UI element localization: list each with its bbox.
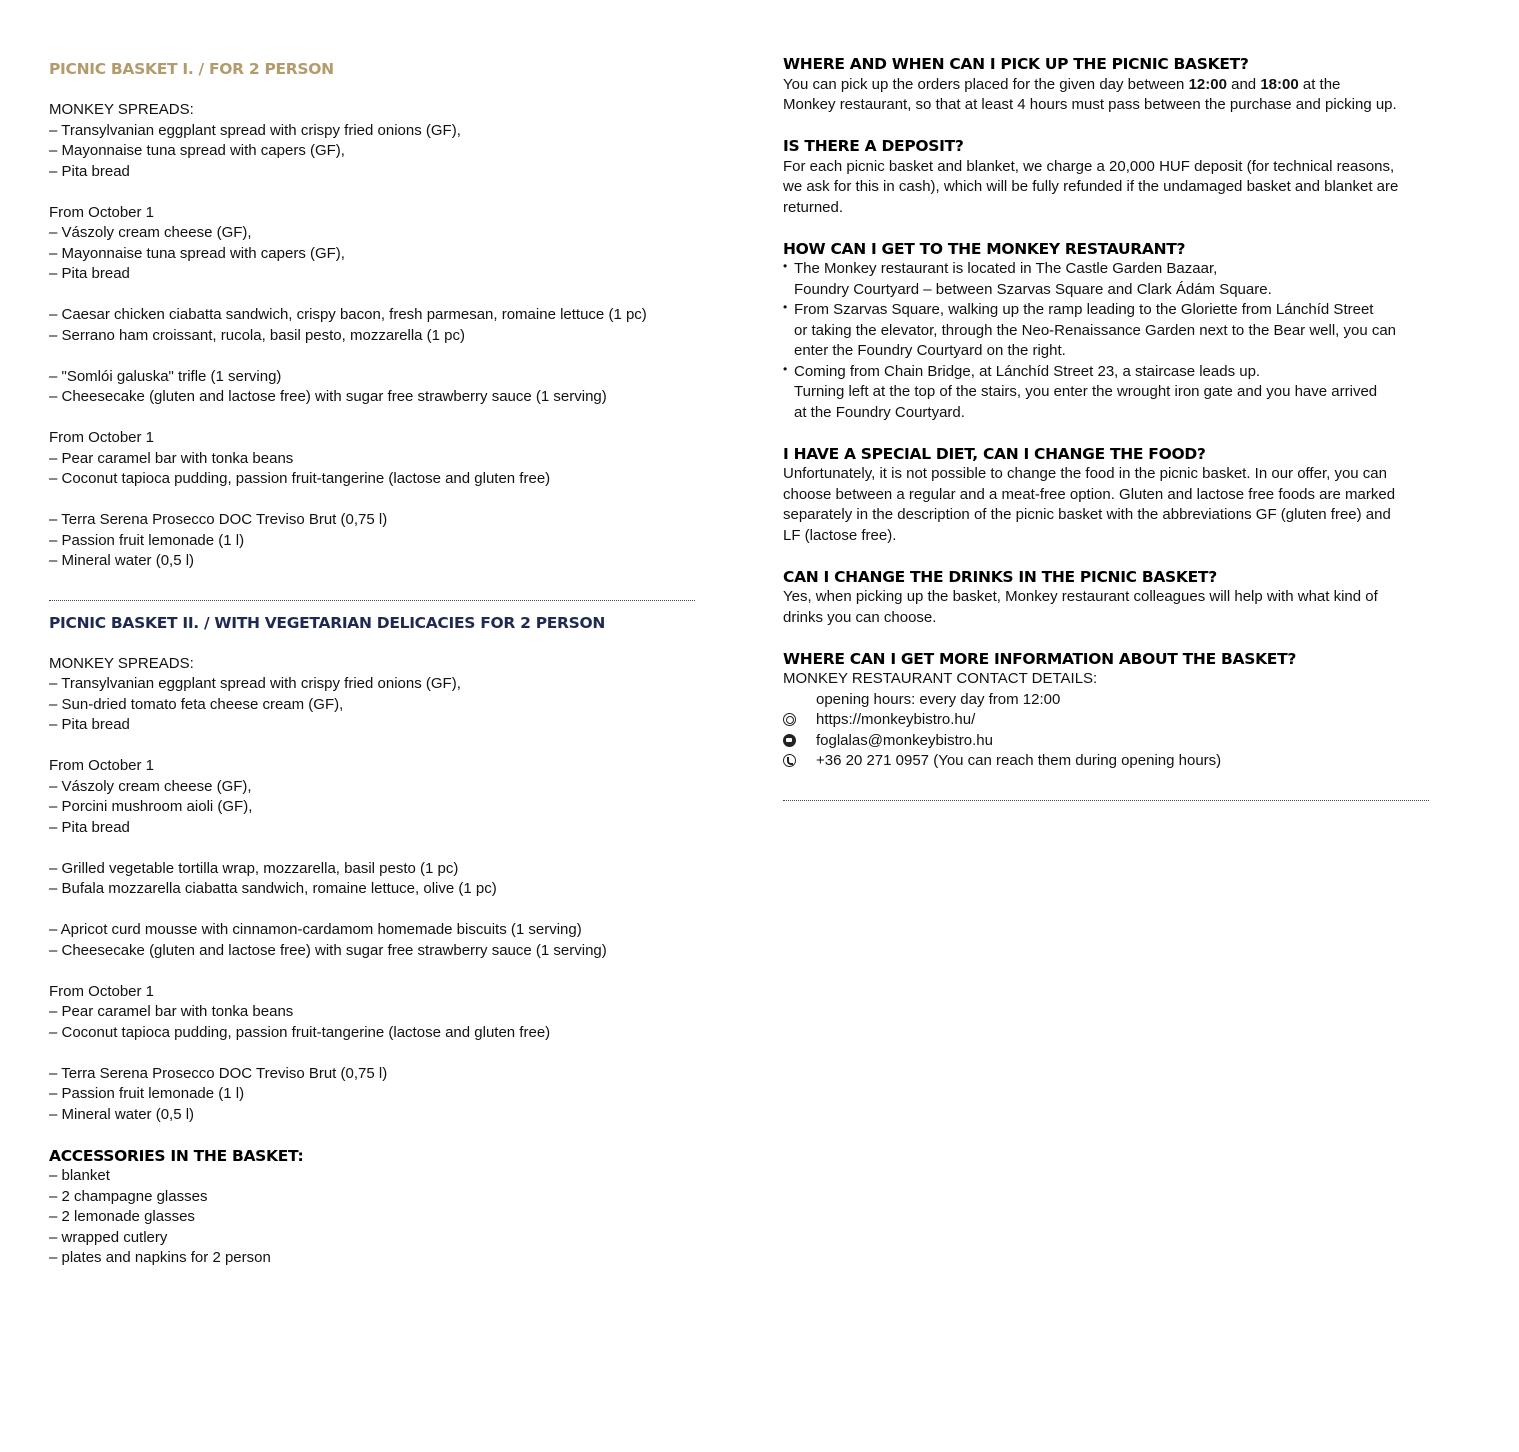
answer-line: Turning left at the top of the stairs, you enter the wrought iron gate and you have arrived — [794, 383, 1378, 400]
location-bullet — [783, 300, 1429, 362]
list-item: – Bufala mozzarella ciabatta sandwich, romaine lettuce, olive (1 pc) — [49, 880, 497, 897]
faq-info-question: WHERE CAN I GET MORE INFORMATION ABOUT THE BASKET? — [783, 649, 1297, 668]
list-item: – Mayonnaise tuna spread with capers (GF), — [49, 244, 345, 262]
mail-icon — [783, 734, 796, 747]
list-item: – Mayonnaise tuna spread with capers (GF), — [49, 142, 345, 159]
list-item: – Pear caramel bar with tonka beans — [49, 1003, 294, 1020]
list-item: – 2 champagne glasses — [49, 1187, 208, 1205]
list-item: – Pita bread — [49, 162, 130, 180]
answer-line: at the Foundry Courtyard. — [794, 403, 965, 421]
faq-pickup-answer — [783, 75, 1429, 96]
list-item: – Caesar chicken ciabatta sandwich, crispy bacon, fresh parmesan, romaine lettuce (1 pc) — [49, 306, 647, 323]
list-item: – Grilled vegetable tortilla wrap, mozzarella, basil pesto (1 pc) — [49, 859, 459, 877]
answer-text: at the — [1298, 75, 1341, 93]
website-link[interactable]: https://monkeybistro.hu/ — [816, 711, 976, 728]
list-item: – Terra Serena Prosecco DOC Treviso Brut (0,75 l) — [49, 1064, 388, 1082]
answer-line: • The Monkey restaurant is located in The Castle Garden Bazaar, — [794, 260, 1218, 277]
accessories-title: ACCESSORIES IN THE BASKET: — [49, 1146, 304, 1165]
list-item: – Mineral water (0,5 l) — [49, 1105, 195, 1123]
faq-deposit-question: IS THERE A DEPOSIT? — [783, 137, 964, 155]
pickup-end-time: 18:00 — [1260, 75, 1299, 93]
list-item: – Vászoly cream cheese (GF), — [49, 777, 252, 795]
answer-line: Unfortunately, it is not possible to change the food in the picnic basket. In our offer, you can — [783, 465, 1387, 482]
answer-text: You can pick up the orders placed for the given day between — [783, 75, 1189, 93]
list-item: – Transylvanian eggplant spread with crispy fried onions (GF), — [49, 675, 461, 692]
list-item: – wrapped cutlery — [49, 1228, 168, 1246]
answer-line: separately in the description of the picnic basket with the abbreviations GF (gluten free) and — [783, 506, 1391, 523]
list-item: – Sun-dried tomato feta cheese cream (GF), — [49, 695, 344, 713]
list-item: – Coconut tapioca pudding, passion fruit-tangerine (lactose and gluten free) — [49, 1023, 551, 1041]
list-item: – Serrano ham croissant, rucola, basil pesto, mozzarella (1 pc) — [49, 326, 466, 344]
faq-pickup-answer-line2: Monkey restaurant, so that at least 4 hours must pass between the purchase and picking up. — [783, 96, 1397, 113]
basket2-october-label-2: From October 1 — [49, 982, 155, 1000]
list-item: – Coconut tapioca pudding, passion fruit-tangerine (lactose and gluten free) — [49, 470, 551, 487]
contact-label: MONKEY RESTAURANT CONTACT DETAILS: — [783, 670, 1098, 687]
left-column — [49, 0, 695, 1269]
phone-icon — [783, 754, 796, 767]
opening-hours: opening hours: every day from 12:00 — [816, 690, 1061, 708]
list-item: – Pita bread — [49, 716, 130, 733]
answer-line: • Coming from Chain Bridge, at Lánchíd Street 23, a staircase leads up. — [794, 362, 1261, 380]
list-item: – plates and napkins for 2 person — [49, 1249, 271, 1266]
answer-line: we ask for this in cash), which will be fully refunded if the undamaged basket and blanket are — [783, 178, 1399, 195]
list-item: – Mineral water (0,5 l) — [49, 552, 195, 569]
list-item: – Transylvanian eggplant spread with crispy fried onions (GF), — [49, 121, 461, 139]
faq-location-question: HOW CAN I GET TO THE MONKEY RESTAURANT? — [783, 239, 1186, 258]
list-item: – Passion fruit lemonade (1 l) — [49, 531, 245, 549]
faq-drinks-question: CAN I CHANGE THE DRINKS IN THE PICNIC BASKET? — [783, 567, 1217, 586]
basket2-october-label: From October 1 — [49, 757, 155, 774]
answer-line: • From Szarvas Square, walking up the ramp leading to the Gloriette from Lánchíd Street — [794, 301, 1374, 318]
basket1-title: PICNIC BASKET I. / FOR 2 PERSON — [49, 60, 334, 78]
list-item: – Cheesecake (gluten and lactose free) with sugar free strawberry sauce (1 serving) — [49, 941, 607, 959]
list-item: – Terra Serena Prosecco DOC Treviso Brut (0,75 l) — [49, 511, 388, 528]
phone-link[interactable]: +36 20 271 0957 (You can reach them during opening hours) — [816, 752, 1222, 769]
basket1-spreads-label: MONKEY SPREADS: — [49, 101, 194, 118]
list-item: – Pear caramel bar with tonka beans — [49, 449, 294, 467]
email-link[interactable]: foglalas@monkeybistro.hu — [816, 731, 993, 749]
pickup-start-time: 12:00 — [1188, 75, 1227, 93]
website-row — [783, 710, 1429, 731]
basket2-title: PICNIC BASKET II. / WITH VEGETARIAN DELICACIES FOR 2 PERSON — [49, 613, 606, 632]
list-item: – Cheesecake (gluten and lactose free) with sugar free strawberry sauce (1 serving) — [49, 388, 607, 405]
list-item: – 2 lemonade glasses — [49, 1208, 195, 1225]
email-row — [783, 731, 1429, 752]
answer-line: or taking the elevator, through the Neo-Renaissance Garden next to the Bear well, you can — [794, 321, 1397, 339]
answer-line: For each picnic basket and blanket, we charge a 20,000 HUF deposit (for technical reasons, — [783, 157, 1395, 175]
answer-line: drinks you can choose. — [783, 608, 937, 626]
list-item: – Apricot curd mousse with cinnamon-cardamom homemade biscuits (1 serving) — [49, 921, 582, 938]
list-item: – Pita bread — [49, 265, 130, 282]
location-bullet — [783, 362, 1429, 424]
answer-line: enter the Foundry Courtyard on the right. — [794, 342, 1066, 359]
answer-line: choose between a regular and a meat-free option. Gluten and lactose free foods are marked — [783, 485, 1396, 503]
faq-pickup-question: WHERE AND WHEN CAN I PICK UP THE PICNIC BASKET? — [783, 55, 1249, 73]
globe-icon — [783, 713, 796, 726]
phone-row — [783, 751, 1429, 772]
location-bullet — [783, 259, 1429, 300]
list-item: – Vászoly cream cheese (GF), — [49, 224, 252, 241]
list-item: – blanket — [49, 1167, 110, 1184]
list-item: – "Somlói galuska" trifle (1 serving) — [49, 367, 282, 385]
list-item: – Porcini mushroom aioli (GF), — [49, 798, 253, 815]
right-column — [783, 0, 1429, 801]
answer-text: and — [1226, 75, 1261, 93]
list-item: – Pita bread — [49, 818, 130, 836]
basket2-spreads-label: MONKEY SPREADS: — [49, 654, 194, 672]
answer-line: Yes, when picking up the basket, Monkey restaurant colleagues will help with what kind of — [783, 588, 1378, 605]
answer-line: Foundry Courtyard – between Szarvas Square and Clark Ádám Square. — [794, 280, 1272, 298]
faq-diet-question: I HAVE A SPECIAL DIET, CAN I CHANGE THE FOOD? — [783, 444, 1206, 463]
answer-line: LF (lactose free). — [783, 526, 897, 544]
basket1-october-label-2: From October 1 — [49, 429, 155, 446]
divider — [783, 800, 1429, 801]
answer-line: returned. — [783, 198, 844, 216]
list-item: – Passion fruit lemonade (1 l) — [49, 1085, 245, 1102]
basket1-october-label: From October 1 — [49, 203, 155, 221]
